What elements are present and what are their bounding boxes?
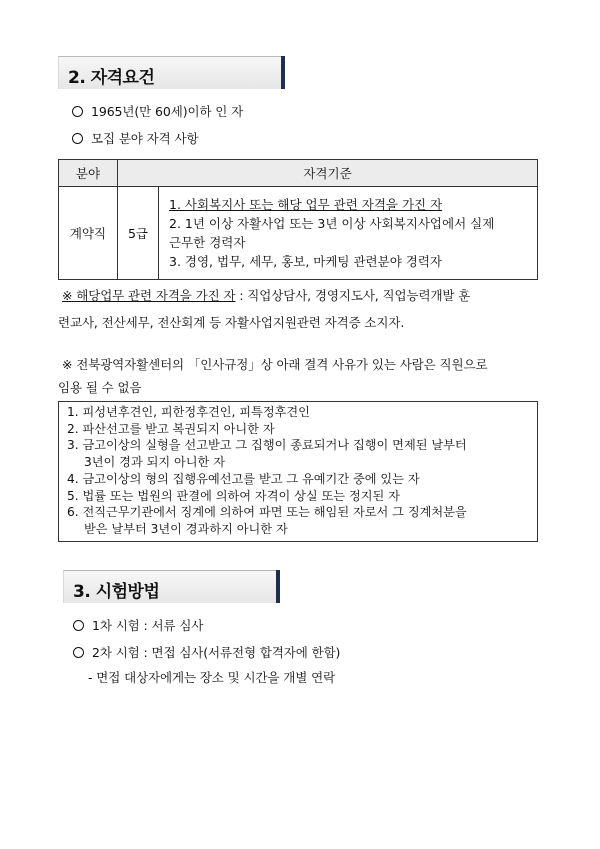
list-item: 4. 금고이상의 형의 집행유예선고를 받고 그 유예기간 중에 있는 자	[67, 471, 420, 486]
cell-grade: 5급	[118, 187, 159, 280]
list-item: 6. 전직근무기관에서 징계에 의하여 파면 또는 해임된 자로서 그 징계처분을	[67, 505, 467, 520]
open-circle-bullet-icon	[73, 620, 84, 631]
list-item: 3년이 경과 되지 아니한 자	[84, 455, 225, 470]
list-item: 3. 금고이상의 실형을 선고받고 그 집행이 종료되거나 집행이 면제된 날부터	[67, 438, 467, 453]
criteria-line-3: 근무한 경력자	[169, 235, 246, 250]
bullet-field	[72, 129, 198, 147]
header-criteria: 자격기준	[118, 160, 538, 187]
open-circle-bullet-icon	[72, 106, 83, 117]
list-item: 2. 파산선고를 받고 복권되지 아니한 자	[67, 421, 275, 436]
exam-step-2-text: 2차 시험 : 면접 심사(서류전형 합격자에 한함)	[92, 645, 341, 660]
list-item: 5. 법률 또는 법원의 판결에 의하여 자격이 상실 또는 정지된 자	[67, 488, 400, 503]
header-field: 분야	[59, 160, 118, 187]
section-3-title: 3. 시험방법	[73, 582, 160, 602]
bullet-age	[72, 102, 243, 120]
open-circle-bullet-icon	[73, 647, 84, 658]
open-circle-bullet-icon	[72, 133, 83, 144]
exam-step-1	[73, 616, 203, 634]
list-item: 받은 날부터 3년이 경과하지 아니한 자	[84, 521, 288, 536]
section-2-heading	[58, 56, 281, 89]
list-item: 1. 피성년후견인, 피한정후견인, 피특정후견인	[67, 405, 310, 419]
exam-step-1-text: 1차 시험 : 서류 심사	[92, 618, 204, 633]
exam-step-2-note: - 면접 대상자에게는 장소 및 시간을 개별 연락	[88, 670, 336, 685]
section-3-heading	[63, 570, 276, 603]
cell-criteria	[159, 187, 538, 280]
bullet-field-text: 모집 분야 자격 사항	[91, 131, 199, 146]
criteria-line-4: 3. 경영, 법무, 세무, 홍보, 마케팅 관련분야 경력자	[169, 254, 442, 269]
disqualification-list	[58, 401, 538, 542]
table-row	[59, 187, 538, 280]
cell-employment-type: 계약직	[59, 187, 118, 280]
disqualification-note-line-1: ※ 전북광역자활센터의 「인사규정」상 아래 결격 사유가 있는 사람은 직원으로	[62, 357, 488, 372]
disqualification-note-line-2: 임용 될 수 없음	[58, 380, 142, 395]
qualification-note-rest: : 직업상담사, 경영지도사, 직업능력개발 훈	[235, 288, 471, 303]
exam-step-2	[73, 643, 340, 661]
requirements-table	[58, 159, 538, 280]
section-2-title: 2. 자격요건	[68, 68, 155, 88]
criteria-line-1: 1. 사회복지사 또는 해당 업무 관련 자격을 가진 자	[169, 197, 443, 212]
qualification-note-line-1	[62, 286, 470, 304]
qualification-note-lead: ※ 해당업무 관련 자격을 가진 자	[62, 288, 236, 303]
table-header-row	[59, 160, 538, 187]
qualification-note-line-2: 련교사, 전산세무, 전산회계 등 자활사업지원관련 자격증 소지자.	[58, 315, 405, 330]
criteria-line-2: 2. 1년 이상 자활사업 또는 3년 이상 사회복지사업에서 실제	[169, 216, 495, 231]
bullet-age-text: 1965년(만 60세)이하 인 자	[91, 104, 244, 119]
